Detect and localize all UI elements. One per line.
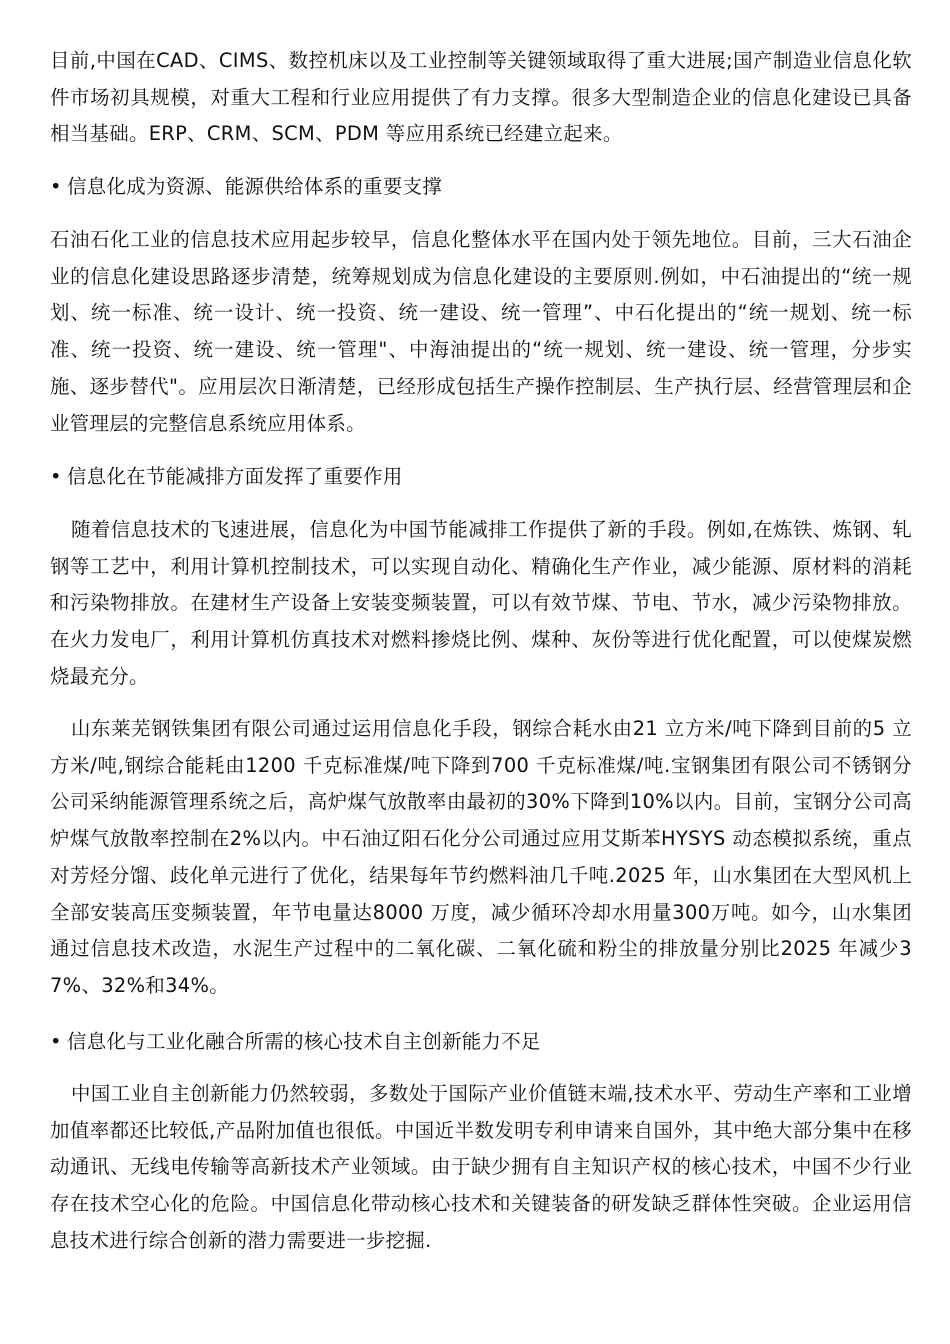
paragraph-enterprise-cases: 山东莱芜钢铁集团有限公司通过运用信息化手段，钢综合耗水由21 立方米/吨下降到目前的5 立方米/吨,钢综合能耗由1200 千克标准煤/吨下降到700 千克标准煤/吨.宝钢集团有限公司不锈钢分公司采纳能源管理系统之后，高炉煤气放散率由最初的30%下降到10%以内。目前，宝钢分公司高炉煤气放散率控制在2%以内。中石油辽阳石化分公司通过应用艾斯苯HYSYS 动态模拟系统，重点对芳烃分馏、歧化单元进行了优化，结果每年节约燃料油几千吨.2025 年，山水集团在大型风机上全部安装高压变频装置，年节电量达8000 万度，减少循环冷却水用量300万吨。如今，山水集团通过信息技术改造，水泥生产过程中的二氧化碳、二氧化硫和粉尘的排放量分别比2025 年减少37%、32%和34%。 xyxy=(50,717,912,997)
section-heading-energy-saving xyxy=(50,459,912,495)
bullet-icon: • xyxy=(50,175,62,198)
bullet-icon: • xyxy=(50,465,62,488)
paragraph-petrochemical-industry: 石油石化工业的信息技术应用起步较早，信息化整体水平在国内处于领先地位。目前，三大石油企业的信息化建设思路逐步清楚，统筹规划成为信息化建设的主要原则.例如，中石油提出的“统一规划、统一标准、统一设计、统一投资、统一建设、统一管理”、中石化提出的“统一规划、统一标准、统一投资、统一建设、统一管理"、中海油提出的“统一规划、统一建设、统一管理，分步实施、逐步替代"。应用层次日渐清楚，已经形成包括生产操作控制层、生产执行层、经营管理层和企业管理层的完整信息系统应用体系。 xyxy=(50,228,912,435)
paragraph-energy-saving-means: 随着信息技术的飞速进展，信息化为中国节能减排工作提供了新的手段。例如,在炼铁、炼钢、轧钢等工艺中，利用计算机控制技术，可以实现自动化、精确化生产作业，减少能源、原材料的消耗和污染物排放。在建材生产设备上安装变频装置，可以有效节煤、节电、节水，减少污染物排放。在火力发电厂，利用计算机仿真技术对燃料掺烧比例、煤种、灰份等进行优化配置，可以使煤炭燃烧最充分。 xyxy=(50,518,912,688)
bullet-icon: • xyxy=(50,1030,62,1053)
section-heading-core-technology xyxy=(50,1024,912,1060)
heading-text: 信息化在节能减排方面发挥了重要作用 xyxy=(67,465,403,488)
paragraph-innovation-capability: 中国工业自主创新能力仍然较弱，多数处于国际产业价值链末端,技术水平、劳动生产率和工业增加值率都还比较低,产品附加值也很低。中国近半数发明专利申请来自国外，其中绝大部分集中在移动通讯、无线电传输等高新技术产业领域。由于缺少拥有自主知识产权的核心技术，中国不少行业存在技术空心化的危险。中国信息化带动核心技术和关键装备的研发缺乏群体性突破。企业运用信息技术进行综合创新的潜力需要进一步挖掘. xyxy=(50,1082,912,1252)
section-heading-resources-energy xyxy=(50,169,912,205)
heading-text: 信息化与工业化融合所需的核心技术自主创新能力不足 xyxy=(67,1030,541,1053)
paragraph-manufacturing-informatization: 目前,中国在CAD、CIMS、数控机床以及工业控制等关键领域取得了重大进展;国产制造业信息化软件市场初具规模，对重大工程和行业应用提供了有力支撑。很多大型制造企业的信息化建设已具备相当基础。ERP、CRM、SCM、PDM 等应用系统已经建立起来。 xyxy=(50,49,912,146)
heading-text: 信息化成为资源、能源供给体系的重要支撑 xyxy=(67,175,443,198)
